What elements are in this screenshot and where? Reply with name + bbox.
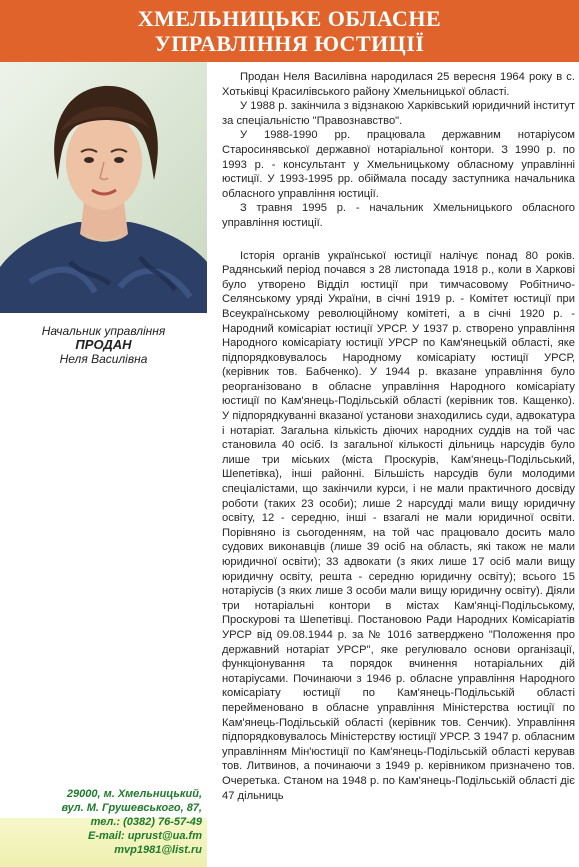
section-spacer bbox=[222, 231, 575, 249]
history-paragraph: Історія органів української юстиції налічує понад 80 років. Радянський період почався з 28 листопада 1918 р., коли в Харкові було утворено Відділ юстиції при тимчасовому Робітничо-Селянському уряді України, в січні 1919 р. - Комітет юстиції при Всеукраїнському революційному комітеті, а в січні 1920 р. - Народний комісаріат юстиції УРСР. У 1937 р. створено управління Народного комісаріату юстиції УРСР по Кам'янецькій області, яке підпорядковувалось Народному комісаріату юстиції УРСР, (керівник тов. Бабченко). У 1944 р. вказане управління було реорганізовано в обласне управління Народного комісаріату юстиції по Кам'янець-Подільській області (керівник тов. Кащенко). У підпорядкуванні вказаної установи знаходились суди, адвокатура і нотаріат. Загальна кількість діючих народних суддів на той час становила 40 осіб. Із загальної кількості дільниць нарсудів було лише три міських (міста Проскурів, Кам'янець-Подільський, Шепетівка), інші районні. Більшість нарсудів були молодими спеціалістами, що закінчили курси, і не мали практичного досвіду роботи (таких 23 особи); лише 2 нарсудді мали вищу юридичну освіту, 12 - середню, інші - взагалі не мали юридичної освіти. Порівняно із сьогоденням, на той час працювало досить мало судових виконавців (лише 39 осіб на область, які також не мали юридичної освіти); 33 адвокати (з яких лише 17 осіб мали вищу юридичну освіту, решта - середню юридичну освіту); всього 15 нотаріусів (з яких лише 3 особи мали вищу юридичну освіту). Діяли три нотаріальні контори в містах Кам'янці-Подільському, Проскурові та Шепетівці. Постановою Ради Народних Комісаріатів УРСР від 09.08.1944 р. за № 1016 затверджено "Положення про державний нотаріат УРСР", яке регулювало основи організації, функціонування та порядок вчинення нотаріальних дій нотаріусами. Починаючи з 1946 р. обласне управління Народного комісаріату юстиції по Кам'янець-Подільській області перейменовано в обласне управління Міністерства юстиції по Кам'янець-Подільській області (керівник тов. Сенчик). Управління підпорядковувалось Міністерству юстиції УРСР. З 1947 р. обласним управлінням Мін'юстиції по Кам'янець-Подільській області керував тов. Литвинов, а починаючи з 1949 р. керівником призначено тов. Очеретька. Станом на 1948 р. по Кам'янець-Подільській області діє 47 дільниць bbox=[222, 249, 575, 802]
contacts-block bbox=[6, 787, 202, 857]
portrait-caption bbox=[0, 324, 207, 366]
portrait-illustration bbox=[0, 62, 207, 313]
person-surname: ПРОДАН bbox=[75, 337, 132, 352]
person-given-name: Неля Василівна bbox=[59, 352, 148, 366]
bio-paragraph: З травня 1995 р. - начальник Хмельницького обласного управління юстиції. bbox=[222, 202, 575, 229]
page-header bbox=[0, 0, 579, 62]
contact-email[interactable]: E-mail: uprust@ua.fm bbox=[87, 830, 202, 842]
header-title-line-1: ХМЕЛЬНИЦЬКЕ ОБЛАСНЕ bbox=[137, 6, 442, 31]
article-body bbox=[222, 70, 575, 803]
bio-paragraph: У 1988 р. закінчила з відзнакою Харківський юридичний інститут за спеціальністю "Правознавство". bbox=[222, 100, 575, 127]
contact-phone: тел.: (0382) 76-57-49 bbox=[90, 816, 202, 828]
contact-address-city: 29000, м. Хмельницький, bbox=[66, 788, 202, 800]
position-title: Начальник управління bbox=[41, 324, 166, 338]
bio-paragraph: У 1988-1990 рр. працювала державним нотаріусом Старосинявської державної нотаріальної контори. З 1990 р. по 1993 р. - консультант у Хмельницькому обласному управлінні юстиції. У 1993-1995 рр. обіймала посаду заступника начальника обласного управління юстиції. bbox=[222, 129, 575, 200]
bio-paragraph: Продан Неля Василівна народилася 25 вересня 1964 року в с. Хотьківці Красилівського району Хмельницької області. bbox=[222, 71, 575, 98]
contact-address-street: вул. М. Грушевського, 87, bbox=[61, 802, 202, 814]
header-title-line-2: УПРАВЛІННЯ ЮСТИЦІЇ bbox=[154, 31, 425, 56]
portrait-photo bbox=[0, 62, 207, 313]
sidebar bbox=[0, 62, 207, 867]
contact-email-secondary[interactable]: mvp1981@list.ru bbox=[114, 844, 202, 856]
